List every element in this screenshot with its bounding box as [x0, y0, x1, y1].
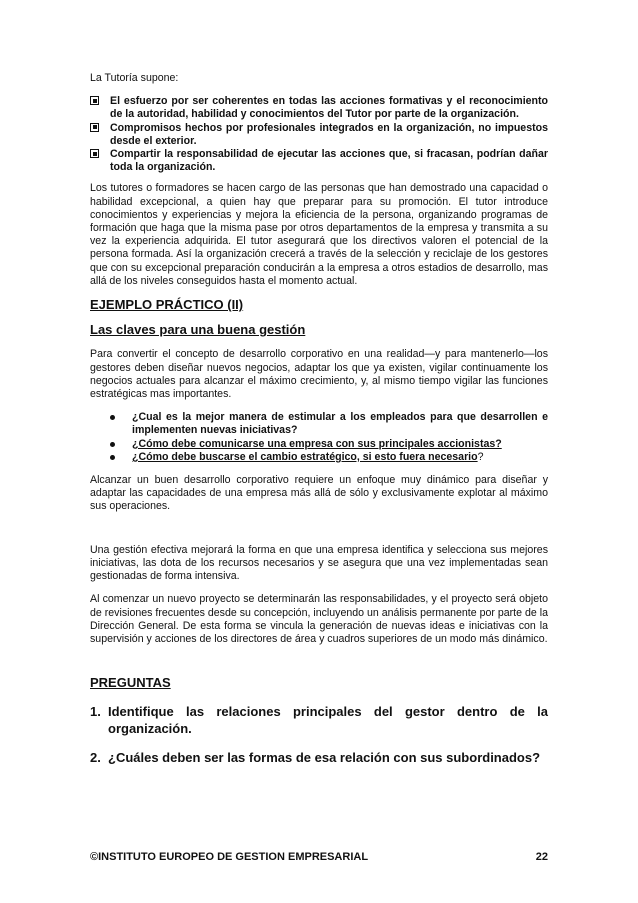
sub-title: Las claves para una buena gestión: [90, 322, 306, 338]
document-page: [90, 72, 548, 778]
list-item: ¿Cómo debe comunicarse una empresa con sus principales accionistas?: [90, 438, 548, 451]
question-item: 2. ¿Cuáles deben ser las formas de esa relación con sus subordinados?: [90, 750, 541, 766]
section-title: EJEMPLO PRÁCTICO (II): [90, 297, 244, 313]
list-item: Compromisos hechos por profesionales integrados en la organización, no impuestos desde el exterior.: [90, 122, 548, 148]
paragraph-comenzar: Al comenzar un nuevo proyecto se determinarán las responsabilidades, y el proyecto será objeto de revisiones frecuentes desde su concepción, incluyendo un análisis permanente por parte de la Dirección General. De esta forma se vincula la generación de nuevas ideas e iniciativas con la supervisión y acciones de los directores de área y cuadros superiores de un modo más dinámico.: [90, 593, 548, 645]
square-bullet-icon: [90, 96, 99, 105]
page-number: 22: [535, 851, 548, 863]
bullet-icon: [110, 455, 115, 460]
square-bullet-icon: [90, 149, 99, 158]
questions-list: [90, 703, 548, 766]
list-item: ¿Cual es la mejor manera de estimular a los empleados para que desarrollen e implementen nuevas iniciativas?: [90, 411, 548, 437]
bullet-icon: [110, 442, 115, 447]
square-bullet-icon: [90, 123, 99, 132]
page-footer: [90, 851, 548, 863]
footer-copyright: ©INSTITUTO EUROPEO DE GESTION EMPRESARIAL: [90, 851, 369, 863]
question-item: 1. Identifique las relaciones principales del gestor dentro de la organización.: [90, 704, 548, 737]
bullet-icon: [110, 415, 115, 420]
list-item: El esfuerzo por ser coherentes en todas las acciones formativas y el reconocimiento de la autoridad, habilidad y conocimientos del Tutor por parte de la organización.: [90, 95, 548, 121]
paragraph-tutores: Los tutores o formadores se hacen cargo de las personas que han demostrado una capacidad o habilidad excepcional, a quien hay que preparar para su promoción. El tutor introduce conocimientos y experiencias y mejora la eficiencia de la persona, organizando programas de formación que haga que la misma pase por otros departamentos de la empresa y transmita a su vez la experiencia adquirida. El tutor asegurará que los directivos valoren el potencial de la persona formada. Así la organización crecerá a través de la selección y reciclaje de los gestores que con su excepcional preparación conducirán a la empresa a otros estadios de desarrollo, mas allá de los niveles conseguidos hasta el momento actual.: [90, 182, 548, 287]
intro-text: La Tutoría supone:: [90, 72, 179, 84]
paragraph-gestion: Una gestión efectiva mejorará la forma en que una empresa identifica y selecciona sus mejores iniciativas, las dota de los recursos necesarios y se asegura que una vez implementadas sean gestionadas de forma intensiva.: [90, 543, 548, 583]
paragraph-convertir: Para convertir el concepto de desarrollo corporativo en una realidad—y para mantenerlo—los gestores deben diseñar nuevos negocios, adaptar los que ya existen, vigilar continuamente los negocios actuales para alcanzar el máximo crecimiento, y, al mismo tiempo vigilar las funciones estratégicas mas importantes.: [90, 348, 548, 401]
paragraph-alcanzar: Alcanzar un buen desarrollo corporativo requiere un enfoque muy dinámico para diseñar y adaptar las capacidades de una empresa más allá de sólo y exclusivamente explotar al máximo sus operaciones.: [90, 474, 548, 513]
list-item: Compartir la responsabilidad de ejecutar las acciones que, si fracasan, podrían dañar toda la organización.: [90, 148, 548, 174]
question-bullet-list: [90, 411, 548, 464]
questions-title: PREGUNTAS: [90, 675, 171, 691]
list-item: ¿Cómo debe buscarse el cambio estratégico, si esto fuera necesario?: [90, 451, 548, 464]
square-bullet-list: [90, 95, 548, 174]
